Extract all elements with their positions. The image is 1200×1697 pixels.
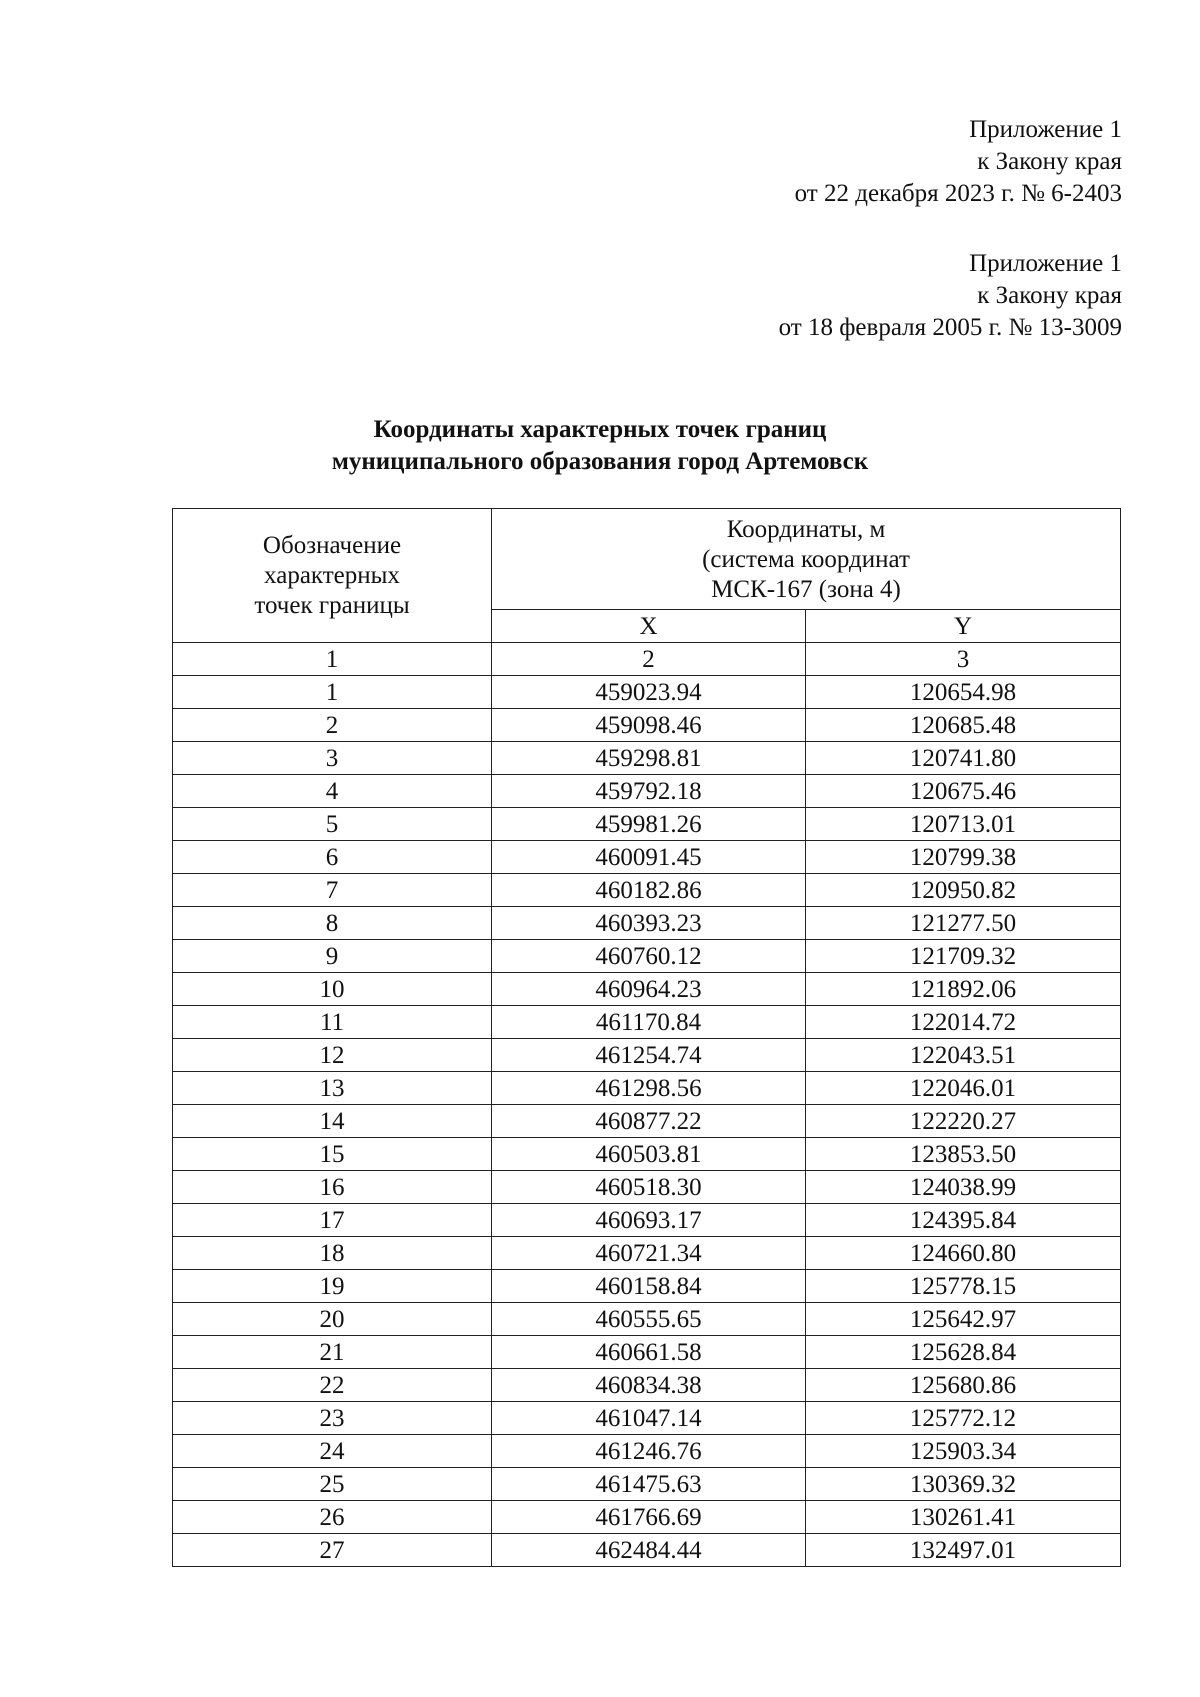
table-row — [173, 1501, 1121, 1534]
coordinates-table — [172, 508, 1121, 1567]
column-number-2: 2 — [492, 643, 806, 676]
x-coordinate-cell: 462484.44 — [492, 1534, 806, 1567]
table-row — [173, 1105, 1121, 1138]
document-title — [0, 414, 1200, 478]
point-number-cell: 8 — [173, 907, 492, 940]
header-coordinates — [492, 509, 1121, 610]
point-number-cell: 3 — [173, 742, 492, 775]
x-coordinate-cell: 461475.63 — [492, 1468, 806, 1501]
y-coordinate-cell: 120799.38 — [806, 841, 1121, 874]
y-coordinate-cell: 125778.15 — [806, 1270, 1121, 1303]
point-number-cell: 15 — [173, 1138, 492, 1171]
annex-current-date: от 22 декабря 2023 г. № 6-2403 — [794, 180, 1122, 207]
point-number-cell: 25 — [173, 1468, 492, 1501]
point-number-cell: 12 — [173, 1039, 492, 1072]
y-coordinate-cell: 122043.51 — [806, 1039, 1121, 1072]
point-number-cell: 18 — [173, 1237, 492, 1270]
table-row — [173, 1468, 1121, 1501]
y-coordinate-cell: 130261.41 — [806, 1501, 1121, 1534]
x-coordinate-cell: 460760.12 — [492, 940, 806, 973]
table-row — [173, 1402, 1121, 1435]
table-row — [173, 1006, 1121, 1039]
x-coordinate-cell: 460158.84 — [492, 1270, 806, 1303]
x-coordinate-cell: 459792.18 — [492, 775, 806, 808]
x-coordinate-cell: 460721.34 — [492, 1237, 806, 1270]
annex-original-number: Приложение 1 — [969, 250, 1122, 277]
x-coordinate-cell: 460834.38 — [492, 1369, 806, 1402]
x-coordinate-cell: 459298.81 — [492, 742, 806, 775]
y-coordinate-cell: 122220.27 — [806, 1105, 1121, 1138]
x-coordinate-cell: 459981.26 — [492, 808, 806, 841]
y-coordinate-cell: 125628.84 — [806, 1336, 1121, 1369]
point-number-cell: 20 — [173, 1303, 492, 1336]
point-number-cell: 22 — [173, 1369, 492, 1402]
y-coordinate-cell: 122014.72 — [806, 1006, 1121, 1039]
header-y: Y — [806, 610, 1121, 643]
y-coordinate-cell: 124395.84 — [806, 1204, 1121, 1237]
x-coordinate-cell: 460091.45 — [492, 841, 806, 874]
table-row — [173, 808, 1121, 841]
point-number-cell: 6 — [173, 841, 492, 874]
x-coordinate-cell: 460964.23 — [492, 973, 806, 1006]
header-x: X — [492, 610, 806, 643]
y-coordinate-cell: 124660.80 — [806, 1237, 1121, 1270]
header-point-designation — [173, 509, 492, 643]
point-number-cell: 24 — [173, 1435, 492, 1468]
point-number-cell: 7 — [173, 874, 492, 907]
y-coordinate-cell: 125642.97 — [806, 1303, 1121, 1336]
y-coordinate-cell: 125680.86 — [806, 1369, 1121, 1402]
point-number-cell: 5 — [173, 808, 492, 841]
table-row — [173, 907, 1121, 940]
x-coordinate-cell: 460503.81 — [492, 1138, 806, 1171]
y-coordinate-cell: 125903.34 — [806, 1435, 1121, 1468]
table-row — [173, 1336, 1121, 1369]
table-row — [173, 1237, 1121, 1270]
table-row — [173, 1039, 1121, 1072]
table-row — [173, 1171, 1121, 1204]
table-row — [173, 1369, 1121, 1402]
point-number-cell: 21 — [173, 1336, 492, 1369]
annex-original-date: от 18 февраля 2005 г. № 13-3009 — [778, 314, 1122, 341]
y-coordinate-cell: 132497.01 — [806, 1534, 1121, 1567]
header-coords-line-3: МСК-167 (зона 4) — [711, 576, 901, 603]
x-coordinate-cell: 461254.74 — [492, 1039, 806, 1072]
point-number-cell: 16 — [173, 1171, 492, 1204]
x-coordinate-cell: 459098.46 — [492, 709, 806, 742]
point-number-cell: 4 — [173, 775, 492, 808]
table-row — [173, 1270, 1121, 1303]
x-coordinate-cell: 460555.65 — [492, 1303, 806, 1336]
table-row — [173, 1303, 1121, 1336]
y-coordinate-cell: 120741.80 — [806, 742, 1121, 775]
x-coordinate-cell: 460661.58 — [492, 1336, 806, 1369]
y-coordinate-cell: 122046.01 — [806, 1072, 1121, 1105]
x-coordinate-cell: 460693.17 — [492, 1204, 806, 1237]
table-row — [173, 1204, 1121, 1237]
x-coordinate-cell: 461047.14 — [492, 1402, 806, 1435]
table-row — [173, 676, 1121, 709]
x-coordinate-cell: 461170.84 — [492, 1006, 806, 1039]
title-line-2: муниципального образования город Артемовск — [331, 448, 869, 475]
table-row — [173, 1534, 1121, 1567]
column-number-1: 1 — [173, 643, 492, 676]
header-point-line-2: характерных — [264, 561, 400, 589]
y-coordinate-cell: 121277.50 — [806, 907, 1121, 940]
table-row — [173, 1435, 1121, 1468]
point-number-cell: 9 — [173, 940, 492, 973]
x-coordinate-cell: 461298.56 — [492, 1072, 806, 1105]
point-number-cell: 2 — [173, 709, 492, 742]
y-coordinate-cell: 120685.48 — [806, 709, 1121, 742]
point-number-cell: 17 — [173, 1204, 492, 1237]
table-row — [173, 742, 1121, 775]
table-row — [173, 874, 1121, 907]
x-coordinate-cell: 460877.22 — [492, 1105, 806, 1138]
y-coordinate-cell: 121892.06 — [806, 973, 1121, 1006]
table-row — [173, 1072, 1121, 1105]
table-row — [173, 709, 1121, 742]
point-number-cell: 11 — [173, 1006, 492, 1039]
title-line-1: Координаты характерных точек границ — [373, 416, 827, 443]
annex-original-block — [779, 248, 1122, 344]
header-point-line-1: Обозначение — [262, 531, 402, 559]
x-coordinate-cell: 461766.69 — [492, 1501, 806, 1534]
header-point-line-3: точек границы — [254, 591, 410, 619]
x-coordinate-cell: 460518.30 — [492, 1171, 806, 1204]
y-coordinate-cell: 120654.98 — [806, 676, 1121, 709]
y-coordinate-cell: 125772.12 — [806, 1402, 1121, 1435]
y-coordinate-cell: 120950.82 — [806, 874, 1121, 907]
x-coordinate-cell: 460182.86 — [492, 874, 806, 907]
point-number-cell: 14 — [173, 1105, 492, 1138]
y-coordinate-cell: 123853.50 — [806, 1138, 1121, 1171]
table-row — [173, 973, 1121, 1006]
y-coordinate-cell: 120675.46 — [806, 775, 1121, 808]
y-coordinate-cell: 124038.99 — [806, 1171, 1121, 1204]
column-number-3: 3 — [806, 643, 1121, 676]
y-coordinate-cell: 120713.01 — [806, 808, 1121, 841]
point-number-cell: 23 — [173, 1402, 492, 1435]
header-coords-line-1: Координаты, м — [726, 516, 886, 543]
point-number-cell: 27 — [173, 1534, 492, 1567]
annex-current-block — [795, 114, 1122, 210]
x-coordinate-cell: 461246.76 — [492, 1435, 806, 1468]
table-row — [173, 940, 1121, 973]
y-coordinate-cell: 121709.32 — [806, 940, 1121, 973]
table-row — [173, 841, 1121, 874]
point-number-cell: 13 — [173, 1072, 492, 1105]
point-number-cell: 10 — [173, 973, 492, 1006]
y-coordinate-cell: 130369.32 — [806, 1468, 1121, 1501]
header-coords-line-2: (система координат — [702, 546, 910, 573]
point-number-cell: 19 — [173, 1270, 492, 1303]
x-coordinate-cell: 460393.23 — [492, 907, 806, 940]
table-row — [173, 1138, 1121, 1171]
x-coordinate-cell: 459023.94 — [492, 676, 806, 709]
coordinates-table-body — [173, 676, 1121, 1567]
point-number-cell: 1 — [173, 676, 492, 709]
point-number-cell: 26 — [173, 1501, 492, 1534]
annex-current-law-ref: к Закону края — [977, 148, 1122, 175]
table-row — [173, 775, 1121, 808]
annex-current-number: Приложение 1 — [969, 116, 1122, 143]
annex-original-law-ref: к Закону края — [977, 282, 1122, 309]
